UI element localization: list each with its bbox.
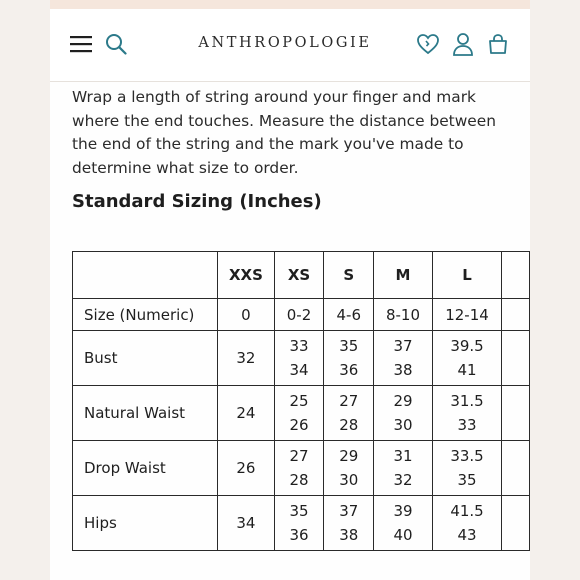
cell-value: 28 <box>339 416 359 434</box>
table-row <box>73 386 530 441</box>
table-row <box>73 496 530 551</box>
section-heading: Standard Sizing (Inches) <box>72 191 322 212</box>
table-row <box>73 331 530 386</box>
bag-icon[interactable] <box>486 33 510 55</box>
cell-value: 38 <box>339 526 359 544</box>
table-cell <box>274 496 324 551</box>
cell-value: 12-14 <box>445 305 489 324</box>
table-cell <box>218 496 274 551</box>
row-label: Bust <box>73 331 218 386</box>
cell-value: 31 <box>393 447 413 465</box>
table-cell-cutoff <box>502 441 530 496</box>
table-cell <box>274 386 324 441</box>
table-cell-cutoff <box>502 496 530 551</box>
menu-icon[interactable] <box>70 35 92 53</box>
table-row <box>73 441 530 496</box>
table-cell <box>374 496 433 551</box>
table-cell <box>324 299 374 331</box>
cell-value: 0-2 <box>286 305 312 324</box>
cell-value: 37 <box>339 502 359 520</box>
table-cell <box>218 299 274 331</box>
cell-value: 32 <box>236 349 256 367</box>
cell-value: 8-10 <box>385 305 420 324</box>
table-row <box>73 299 530 331</box>
cell-value: 43 <box>457 526 477 544</box>
heart-icon[interactable] <box>416 33 440 55</box>
table-cell-cutoff <box>502 386 530 441</box>
cell-value: 32 <box>393 471 413 489</box>
table-cell-cutoff <box>502 299 530 331</box>
cell-value: 24 <box>236 404 256 422</box>
header-cell-size: L <box>432 252 501 299</box>
cell-value: 28 <box>289 471 309 489</box>
size-table-body <box>73 252 530 551</box>
measure-instructions: Wrap a length of string around your finger and mark where the end touches. Measure the distance between the end of the string and the mark you've made to determine what size to order. <box>72 88 497 177</box>
cell-value: 29 <box>339 447 359 465</box>
cell-value: 34 <box>289 361 309 379</box>
row-label: Size (Numeric) <box>73 299 218 331</box>
cell-value: 33 <box>289 337 309 355</box>
table-cell <box>432 441 501 496</box>
cell-value: 27 <box>289 447 309 465</box>
table-cell <box>274 441 324 496</box>
header-cell-empty <box>73 252 218 299</box>
row-label: Drop Waist <box>73 441 218 496</box>
search-icon[interactable] <box>105 33 127 55</box>
cell-value: 35 <box>457 471 477 489</box>
user-icon[interactable] <box>452 32 474 56</box>
table-cell <box>324 386 374 441</box>
row-label: Hips <box>73 496 218 551</box>
table-cell <box>374 386 433 441</box>
cell-value: 38 <box>393 361 413 379</box>
table-cell <box>374 331 433 386</box>
cell-value: 34 <box>236 514 256 532</box>
cell-value: 29 <box>393 392 413 410</box>
cell-value: 0 <box>241 305 251 324</box>
cell-value: 40 <box>393 526 413 544</box>
size-chart-table <box>72 251 530 551</box>
cell-value: 27 <box>339 392 359 410</box>
promo-strip <box>50 0 530 9</box>
cell-value: 36 <box>289 526 309 544</box>
cell-value: 33.5 <box>450 447 484 465</box>
header-cell-size: XS <box>274 252 324 299</box>
table-cell <box>432 331 501 386</box>
row-label: Natural Waist <box>73 386 218 441</box>
table-cell <box>374 299 433 331</box>
table-cell <box>324 441 374 496</box>
table-header-row <box>73 252 530 299</box>
header-cell-size: XXS <box>218 252 274 299</box>
cell-value: 26 <box>289 416 309 434</box>
table-cell <box>218 441 274 496</box>
cell-value: 37 <box>393 337 413 355</box>
site-header <box>50 9 530 82</box>
table-cell <box>218 386 274 441</box>
cell-value: 30 <box>339 471 359 489</box>
cell-value: 25 <box>289 392 309 410</box>
table-cell <box>432 496 501 551</box>
cell-value: 41 <box>457 361 477 379</box>
header-cell-size: S <box>324 252 374 299</box>
table-cell <box>274 299 324 331</box>
table-cell <box>218 331 274 386</box>
header-cell-cutoff <box>502 252 530 299</box>
cell-value: 39.5 <box>450 337 484 355</box>
cell-value: 30 <box>393 416 413 434</box>
table-cell <box>374 441 433 496</box>
table-cell-cutoff <box>502 331 530 386</box>
cell-value: 35 <box>339 337 359 355</box>
table-cell <box>432 299 501 331</box>
cell-value: 35 <box>289 502 309 520</box>
cell-value: 33 <box>457 416 477 434</box>
cell-value: 39 <box>393 502 413 520</box>
table-cell <box>432 386 501 441</box>
table-cell <box>274 331 324 386</box>
cell-value: 36 <box>339 361 359 379</box>
cell-value: 31.5 <box>450 392 484 410</box>
cell-value: 4-6 <box>336 305 361 324</box>
cell-value: 41.5 <box>450 502 484 520</box>
table-cell <box>324 496 374 551</box>
table-cell <box>324 331 374 386</box>
cell-value: 26 <box>236 459 256 477</box>
header-cell-size: M <box>374 252 433 299</box>
page <box>50 0 530 580</box>
brand-logo[interactable]: ANTHROPOLOGIE <box>198 35 372 51</box>
